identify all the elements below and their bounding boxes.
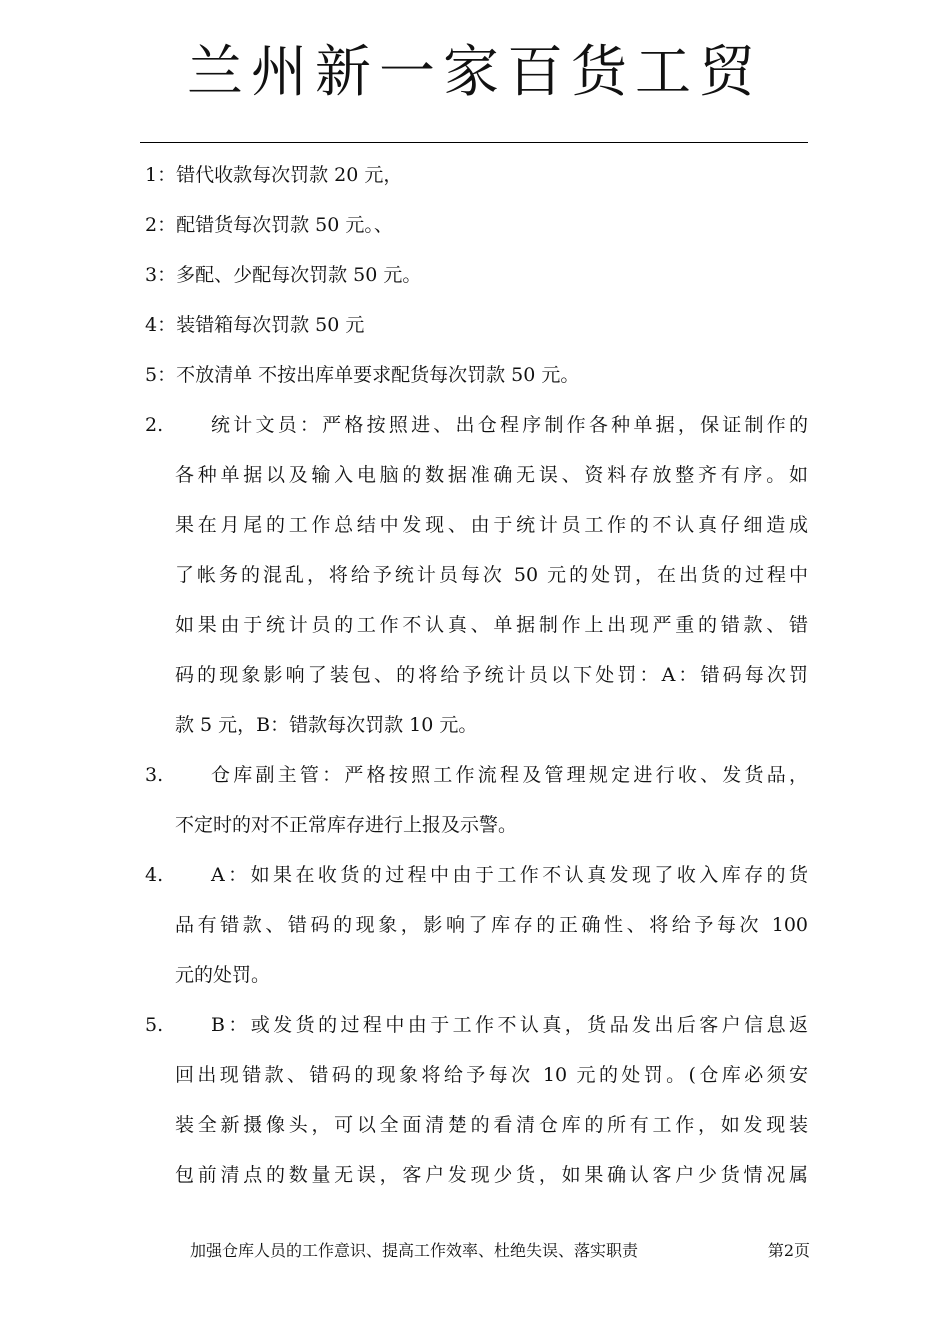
paragraph-line: 码的现象影响了装包、的将给予统计员以下处罚：A：错码每次罚 (175, 664, 808, 686)
header-rule (140, 142, 808, 143)
list-item: 4：装错箱每次罚款 50 元 (145, 314, 365, 336)
paragraph-line: A：如果在收货的过程中由于工作不认真发现了收入库存的货 (211, 864, 808, 886)
paragraph-line: B：或发货的过程中由于工作不认真，货品发出后客户信息返 (211, 1014, 808, 1036)
paragraph-line: 元的处罚。 (175, 964, 271, 986)
list-item: 5：不放清单 不按出库单要求配货每次罚款 50 元。 (145, 364, 580, 386)
paragraph-body (175, 850, 808, 1000)
footer-slogan: 加强仓库人员的工作意识、提高工作效率、杜绝失误、落实职责 (190, 1241, 639, 1260)
paragraph-number: 3. (145, 764, 164, 786)
paragraph-body (175, 1000, 808, 1200)
paragraph-5 (145, 1000, 808, 1200)
list-item: 2：配错货每次罚款 50 元。、 (145, 214, 393, 236)
paragraph-line: 了帐务的混乱，将给予统计员每次 50 元的处罚，在出货的过程中 (175, 564, 808, 586)
paragraph-line: 款 5 元，B：错款每次罚款 10 元。 (175, 714, 478, 736)
paragraph-2 (145, 400, 808, 750)
paragraph-number: 4. (145, 864, 164, 886)
paragraph-body (175, 400, 808, 750)
paragraph-line: 仓库副主管：严格按照工作流程及管理规定进行收、发货品， (211, 764, 808, 786)
paragraph-4 (145, 850, 808, 1000)
paragraph-number: 5. (145, 1014, 164, 1036)
list-item: 1：错代收款每次罚款 20 元， (145, 164, 403, 186)
page-footer (190, 1240, 810, 1262)
paragraph-number: 2. (145, 414, 164, 436)
page-title: 兰州新一家百货工贸 (187, 40, 763, 105)
paragraph-line: 品有错款、错码的现象，影响了库存的正确性、将给予每次 100 (175, 914, 808, 936)
paragraph-line: 果在月尾的工作总结中发现、由于统计员工作的不认真仔细造成 (175, 514, 808, 536)
paragraph-3 (145, 750, 808, 850)
paragraph-line: 如果由于统计员的工作不认真、单据制作上出现严重的错款、错 (175, 614, 808, 636)
paragraph-line: 统计文员：严格按照进、出仓程序制作各种单据，保证制作的 (211, 414, 808, 436)
paragraph-line: 各种单据以及输入电脑的数据准确无误、资料存放整齐有序。如 (175, 464, 808, 486)
paragraph-line: 装全新摄像头，可以全面清楚的看清仓库的所有工作，如发现装 (175, 1114, 808, 1136)
list-item: 3：多配、少配每次罚款 50 元。 (145, 264, 422, 286)
paragraph-line: 包前清点的数量无误，客户发现少货，如果确认客户少货情况属 (175, 1164, 808, 1186)
paragraph-line: 不定时的对不正常库存进行上报及示警。 (175, 814, 518, 836)
paragraph-line: 回出现错款、错码的现象将给予每次 10 元的处罚。(仓库必须安 (175, 1064, 808, 1086)
document-body (145, 150, 808, 1200)
page-number: 第2页 (767, 1241, 810, 1260)
paragraph-body (175, 750, 808, 850)
